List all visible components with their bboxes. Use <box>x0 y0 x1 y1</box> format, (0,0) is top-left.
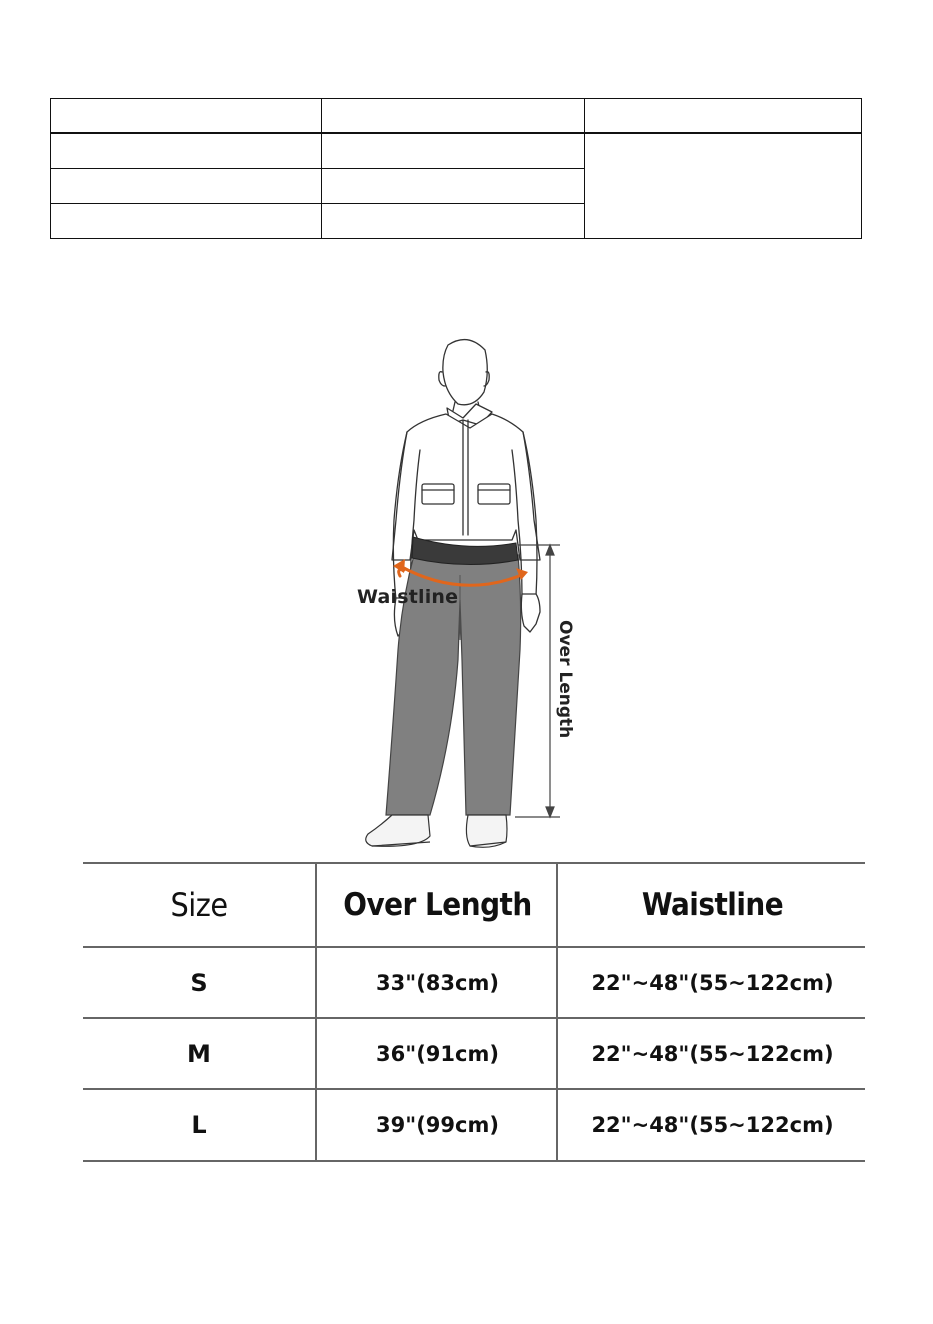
waistline-label: Waistline <box>357 586 459 608</box>
table-row <box>83 946 865 1017</box>
empty-table <box>50 98 862 239</box>
waistline-value: 22"~48"(55~122cm) <box>556 1019 867 1088</box>
empty-cell <box>322 133 585 169</box>
table-row <box>83 1017 865 1088</box>
over-length-value: 33"(83cm) <box>315 948 558 1017</box>
waistband <box>412 537 518 565</box>
waistline-value: 22"~48"(55~122cm) <box>556 948 867 1017</box>
empty-cell <box>51 99 322 134</box>
over-length-value: 36"(91cm) <box>315 1019 558 1088</box>
empty-cell <box>51 204 322 239</box>
header-size: Size <box>170 886 228 924</box>
over-length-value: 39"(99cm) <box>315 1090 558 1160</box>
size-value: M <box>187 1039 211 1068</box>
empty-cell <box>585 99 862 134</box>
empty-cell <box>322 204 585 239</box>
empty-table-row <box>51 133 862 169</box>
head <box>443 340 487 405</box>
waistline-value: 22"~48"(55~122cm) <box>556 1090 867 1160</box>
table-row <box>83 1088 865 1162</box>
over-length-label: Over Length <box>555 620 575 739</box>
empty-cell <box>322 99 585 134</box>
size-value: S <box>190 968 208 997</box>
header-waistline: Waistline <box>556 864 867 946</box>
empty-table-row <box>51 99 862 134</box>
size-table-header-row <box>83 862 865 946</box>
empty-merged-cell <box>585 133 862 239</box>
header-over-length: Over Length <box>315 864 558 946</box>
shoes <box>366 815 507 847</box>
empty-cell <box>322 169 585 204</box>
empty-cell <box>51 169 322 204</box>
size-value: L <box>191 1111 207 1139</box>
right-hand <box>521 594 540 632</box>
empty-cell <box>51 133 322 169</box>
